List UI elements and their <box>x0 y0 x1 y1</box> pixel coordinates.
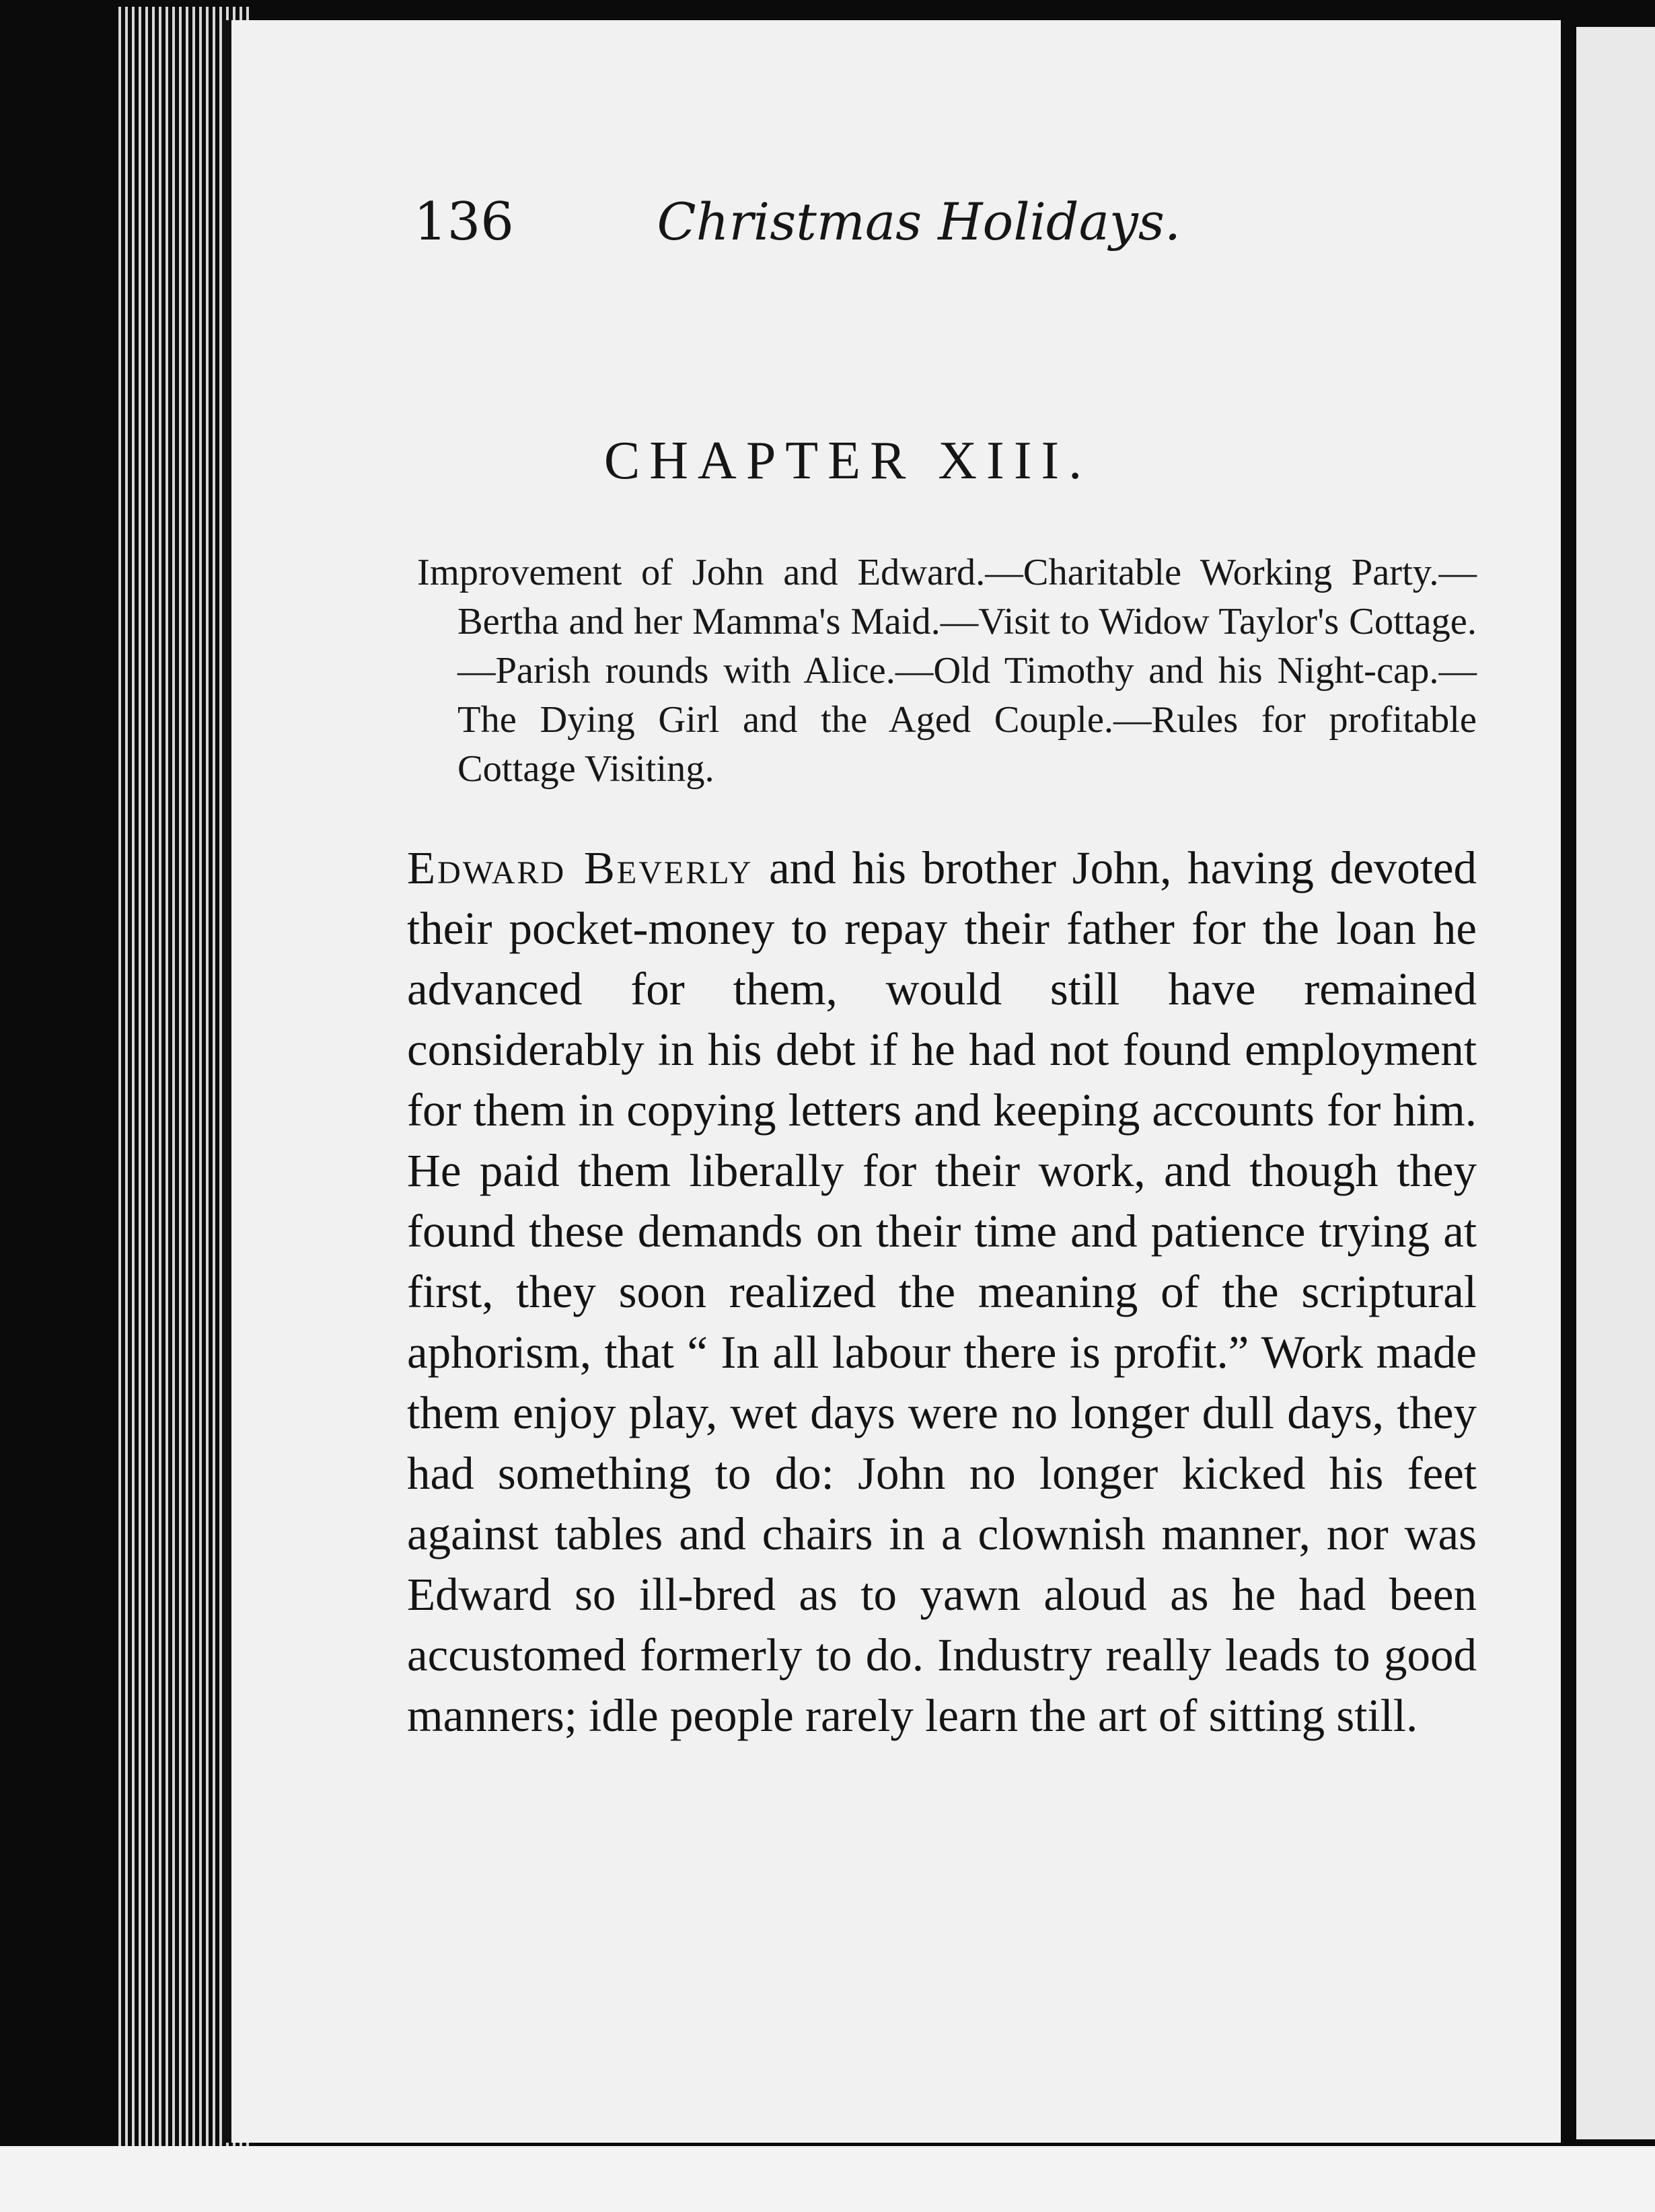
scan-bottom-margin <box>0 2146 1655 2212</box>
chapter-summary: Improvement of John and Edward.—Charitable Working Party.—Bertha and her Mamma's Maid.—Visit to Widow Taylor's Cottage.—Parish rounds with Alice.—Old Timothy and his Night-cap.—The Dying Girl and the Aged Couple.—Rules for profitable Cottage Visiting. <box>417 552 1477 790</box>
running-title: Christmas Holidays. <box>657 192 1181 252</box>
facing-page-edge <box>1564 27 1655 2139</box>
page-header <box>414 188 1181 262</box>
body-paragraph <box>407 838 1477 1746</box>
paragraph-text: and his brother John, having devoted their pocket-money to repay their father for the loan he advanced for them, would still have remained considerably in his debt if he had not found employment for them in copying letters and keeping accounts for him. He paid them liberally for their work, and though they found these demands on their time and patience trying at first, they soon realized the meaning of the scriptural aphorism, that “ In all labour there is profit.” Work made them enjoy play, wet days were no longer dull days, they had something to do: John no longer kicked his feet against tables and chairs in a clownish manner, nor was Edward so ill-bred as to yawn aloud as he had been accustomed formerly to do. Industry really leads to good manners; idle people rarely learn the art of sitting still. <box>407 842 1477 1741</box>
opening-name: Edward Beverly <box>407 842 753 893</box>
page-number: 136 <box>414 192 514 252</box>
chapter-heading: CHAPTER XIII. <box>603 431 1092 490</box>
